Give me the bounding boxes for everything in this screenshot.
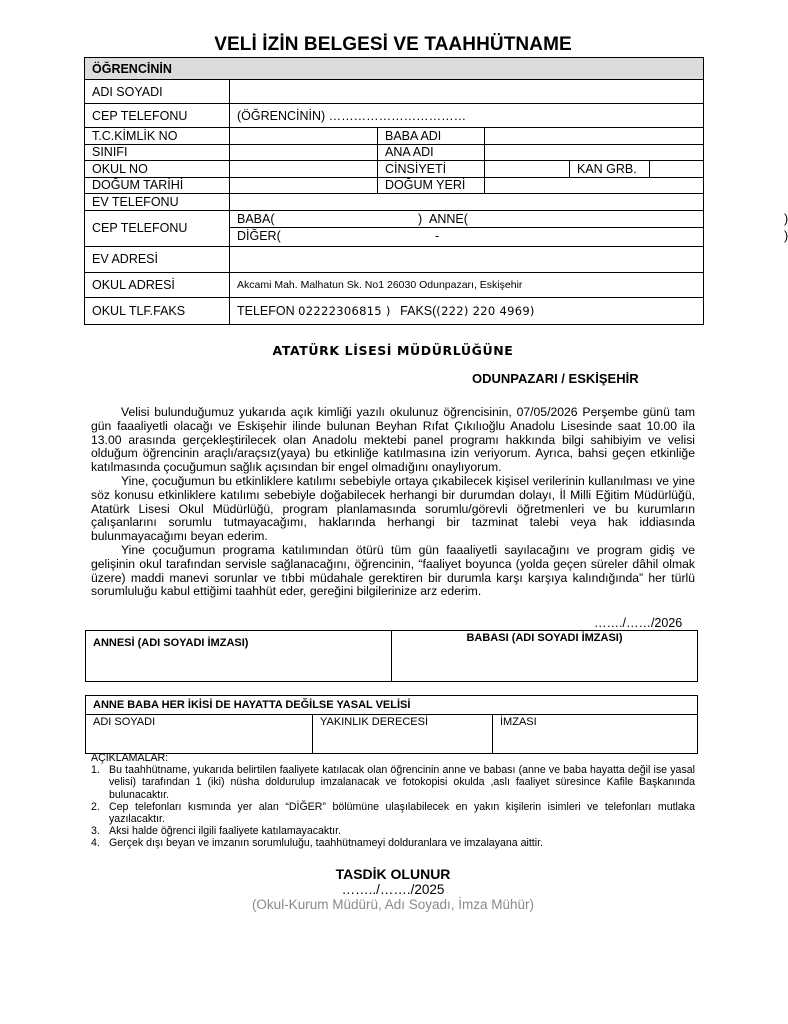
home-phone-field[interactable] xyxy=(230,194,704,211)
mother-phone-label: ANNE( xyxy=(429,212,468,226)
guardian-header: ANNE BABA HER İKİSİ DE HAYATTA DEĞİLSE YASAL VELİSİ xyxy=(86,696,698,715)
notes-title: AÇIKLAMALAR: xyxy=(91,752,169,764)
parent-phone-row xyxy=(230,211,788,228)
name-label: ADI SOYADI xyxy=(85,80,230,104)
tc-id-field[interactable] xyxy=(230,128,378,145)
notes-list xyxy=(91,764,695,849)
birth-date-label: DOĞUM TARİHİ xyxy=(85,177,230,194)
tc-id-label: T.C.KİMLİK NO xyxy=(85,128,230,145)
consent-paragraph-1: Velisi bulunduğumuz yukarıda açık kimliği yazılı okulunuz öğrencisinin, 07/05/2026 Perşembe günü tam gün faaaliyetli olacağı ve Eskişehir ilinde bulunan Beyhan Rıfat Çıkılıoğlu Anadolu Lisesinde saat 10.00 ila 13.00 arasında gerçekleştirilecek olan Anadolu mektebi panel programı hakkında bilgi sahibiyim ve velisi olduğum öğrencinin araçlı/araçsız(yaya) bu etkinliğe katılmasına izin veriyorum. Ayrıca, bahsi geçen etkinliğe katılmasında çocuğumun sağlık açısından bir engel olmadığını onaylıyorum. xyxy=(91,405,695,475)
school-no-field[interactable] xyxy=(230,161,378,178)
father-phone-label: BABA( xyxy=(237,212,275,226)
note-number: 3. xyxy=(91,825,100,838)
telephone-label: TELEFON xyxy=(237,303,295,318)
notes-section xyxy=(91,752,695,850)
school-address-label: OKUL ADRESİ xyxy=(85,272,230,297)
consent-body xyxy=(91,406,695,599)
birth-place-label: DOĞUM YERİ xyxy=(378,177,485,194)
father-signature-label: BABASI (ADI SOYADI İMZASI) xyxy=(466,632,623,644)
consent-paragraph-2: Yine, çocuğumun bu etkinliklere katılımı sebebiyle ortaya çıkabilecek kişisel verilerinin kullanılması ve yine söz konusu etkinliklere katılımı sebebiyle doğabilecek herhangi bir durumdan dolayı, İl Milli Eğitim Müdürlüğü, Atatürk Lisesi Okul Müdürlüğü, program planlamasında sorumlu/görevli öğretmenleri ve bu kurumların çalışanlarını sorumlu tutmayacağımı, haklarında herhangi bir tazminat talebi veya hak iddiasında bulunmayacağımı beyan ederim. xyxy=(91,473,695,544)
gender-label: CİNSİYETİ xyxy=(378,161,485,178)
recipient-heading: ATATÜRK LİSESİ MÜDÜRLÜĞÜNE xyxy=(272,343,514,358)
father-name-label: BABA ADI xyxy=(378,128,485,145)
guardian-table xyxy=(85,695,698,754)
class-label: SINIFI xyxy=(85,144,230,161)
other-phone-label: DİĞER( xyxy=(237,229,281,243)
consent-paragraph-3: Yine çocuğumun programa katılımından ötürü tüm gün faaaliyetli sayılacağını ve program gidiş ve gelişinin okul tarafından servisle sağlanacağını, öğrencinin, “faaliyet boyunca (yolda geçen süreler dâhil olmak üzere) maddi manevi sorunlar ve tıbbi müdahale gerektiren bir durumla karşı karşıya kalındığında” her türlü sorumluluğu kabul ettiğimi taahhüt eder, gereğini bilgilerinize arz ederim. xyxy=(91,542,695,599)
note-text: Bu taahhütname, yukarıda belirtilen faaliyete katılacak olan öğrencinin anne ve babası (anne ve baba hayatta değil ise yasal velisi) tarafından 1 (iki) nüsha doldurulup imzalanacak ve fotokopisi okulda ,aslı faaliyet süresince Kafile Başkanında bulunacaktır. xyxy=(109,764,695,801)
note-number: 1. xyxy=(91,764,100,777)
student-phone-label: CEP TELEFONU xyxy=(85,104,230,128)
gender-field[interactable] xyxy=(485,161,570,178)
other-phone-dash: - xyxy=(435,229,440,243)
guardian-relation-label: YAKINLIK DERECESİ xyxy=(320,716,428,728)
note-number: 2. xyxy=(91,800,100,813)
blood-type-label: KAN GRB. xyxy=(570,161,650,178)
other-phone-row xyxy=(237,228,788,245)
guardian-signature-label: İMZASI xyxy=(500,716,537,728)
note-item xyxy=(91,764,695,801)
father-phone-close: ) xyxy=(418,212,423,226)
class-field[interactable] xyxy=(230,144,378,161)
parent-signature-table xyxy=(85,630,698,682)
mother-phone-close: ) xyxy=(784,212,788,226)
mother-signature-label: ANNESİ (ADI SOYADI İMZASI) xyxy=(93,637,249,649)
fax-value: (222) 220 4969) xyxy=(436,303,535,318)
guardian-name-field[interactable] xyxy=(86,715,313,754)
student-info-table xyxy=(84,57,788,325)
guardian-signature-field[interactable] xyxy=(493,715,698,754)
school-phone-label: OKUL TLF.FAKS xyxy=(85,297,230,324)
guardian-relation-field[interactable] xyxy=(313,715,493,754)
fax-label: FAKS( xyxy=(400,303,437,318)
approval-note: (Okul-Kurum Müdürü, Adı Soyadı, İmza Mühür) xyxy=(251,897,535,912)
blood-type-field[interactable] xyxy=(650,161,704,178)
mother-name-label: ANA ADI xyxy=(378,144,485,161)
birth-date-field[interactable] xyxy=(230,177,378,194)
note-item xyxy=(91,825,695,837)
home-address-label: EV ADRESİ xyxy=(85,246,230,272)
parent-phone-label: CEP TELEFONU xyxy=(85,210,230,246)
note-text: Aksi halde öğrenci ilgili faaliyete katılamayacaktır. xyxy=(109,825,341,838)
other-phone-close: ) xyxy=(784,229,788,243)
school-no-label: OKUL NO xyxy=(85,161,230,178)
mother-name-field[interactable] xyxy=(485,144,704,161)
note-item xyxy=(91,837,695,849)
name-field[interactable] xyxy=(230,80,704,104)
home-phone-label: EV TELEFONU xyxy=(85,194,230,211)
school-phone-value xyxy=(230,297,704,324)
student-phone-field[interactable]: (ÖĞRENCİNİN) …………………………… xyxy=(230,104,704,128)
document-title: VELİ İZİN BELGESİ VE TAAHHÜTNAME xyxy=(214,34,572,55)
location-heading: ODUNPAZARI / ESKİŞEHİR xyxy=(472,371,639,386)
approval-date: ……../……./2025 xyxy=(341,882,445,897)
telephone-value: 02222306815 ) xyxy=(298,303,391,318)
note-text: Gerçek dışı beyan ve imzanın sorumluluğu, taahhütnameyi dolduranlara ve imzalayana aittir. xyxy=(109,837,543,850)
father-name-field[interactable] xyxy=(485,128,704,145)
approval-title: TASDİK OLUNUR xyxy=(335,866,451,882)
parent-phone-cell[interactable] xyxy=(230,210,788,246)
note-item xyxy=(91,801,695,825)
guardian-name-label: ADI SOYADI xyxy=(93,716,156,728)
mother-signature-box[interactable] xyxy=(86,631,392,682)
school-address-value: Akcami Mah. Malhatun Sk. No1 26030 Odunpazarı, Eskişehir xyxy=(230,272,704,297)
home-address-field[interactable] xyxy=(230,246,704,272)
birth-place-field[interactable] xyxy=(485,177,704,194)
student-section-header: ÖĞRENCİNİN xyxy=(85,58,704,80)
date-line: ……./……/2026 xyxy=(594,616,683,630)
note-number: 4. xyxy=(91,837,100,850)
father-signature-box[interactable] xyxy=(392,631,698,682)
note-text: Cep telefonları kısmında yer alan “DİĞER” bölümüne ulaşılabilecek en yakın kişilerin isimleri ve telefonları mutlaka yazılacaktır. xyxy=(109,800,695,826)
